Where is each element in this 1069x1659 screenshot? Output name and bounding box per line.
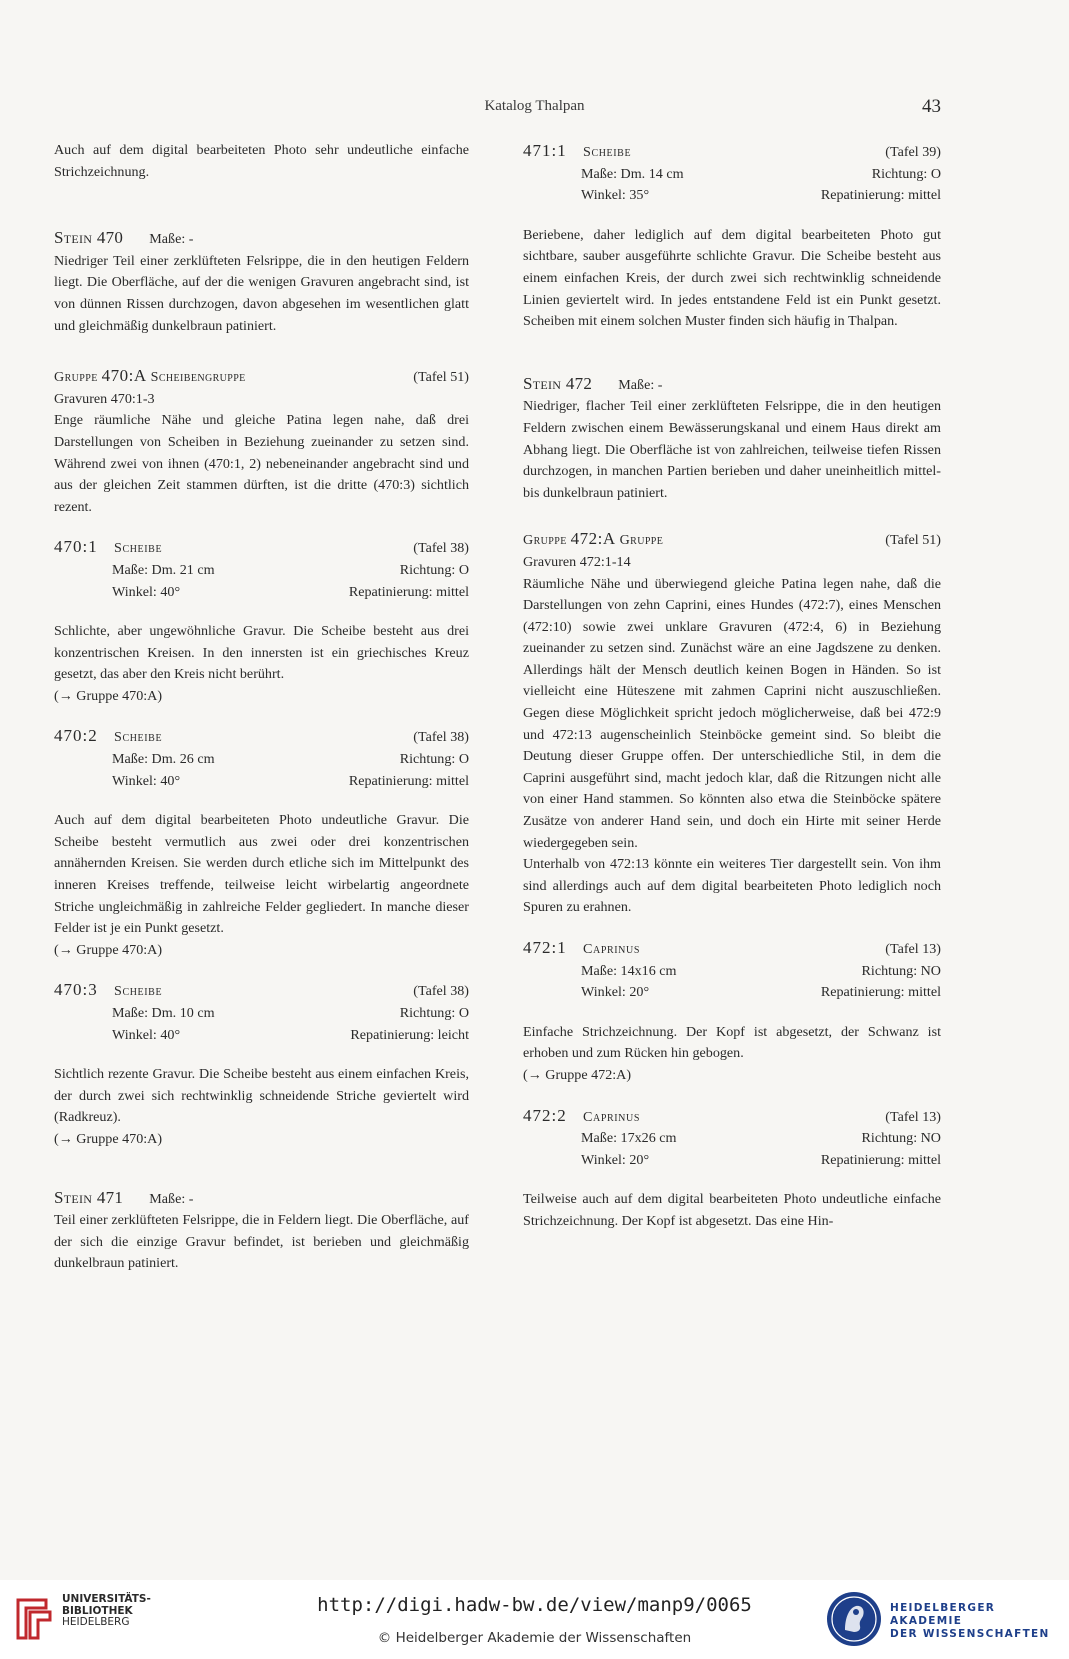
tafel-ref: (Tafel 13) bbox=[885, 941, 941, 957]
gruppe-472a-heading bbox=[523, 528, 941, 552]
masse: Maße: Dm. 26 cm bbox=[112, 751, 215, 768]
group-reference: (→ Gruppe 470:A) bbox=[54, 687, 163, 704]
gruppe-title: Gruppe 470:A Scheibengruppe bbox=[54, 366, 246, 386]
academy-seal-icon[interactable] bbox=[825, 1590, 883, 1653]
winkel: Winkel: 40° bbox=[112, 772, 181, 789]
page-number: 43 bbox=[922, 96, 941, 117]
tafel-ref: (Tafel 38) bbox=[413, 540, 469, 557]
masse: Maße: 17x26 cm bbox=[581, 1130, 677, 1147]
entry-description: Beriebene, daher lediglich auf dem digital bearbeiteten Photo gut sichtbare, sauber ausgeführte schlichte Gravur. Die Scheibe besteht aus einem einfachen Kreis, der durch zwei sich rechtwinklig schneidende Linien geviertelt wird. In jedes entstandene Feld ist ein Punkt gesetzt. Scheiben mit einem solchen Muster finden sich häufig in Thalpan. bbox=[523, 226, 941, 330]
masse: Maße: Dm. 21 cm bbox=[112, 561, 215, 578]
gruppe-description: Enge räumliche Nähe und gleiche Patina legen nahe, daß drei Darstellungen von Scheiben in Beziehung zueinander zu setzen sind. Während zwei von ihnen (470:1, 2) nebeneinander angebracht sind und aus der gleichen Zeit stammen dürften, ist die dritte (470:3) sichtlich rezent. bbox=[54, 412, 469, 515]
permalink-url[interactable]: http://digi.hadw-bw.de/view/manp9/0065 bbox=[317, 1594, 752, 1616]
entry-description: Schlichte, aber ungewöhnliche Gravur. Die Scheibe besteht aus drei konzentrischen Kreisen. In den innersten ist ein griechisches Kreuz gesetzt, das aber den Kreis nicht berührt. bbox=[54, 623, 469, 683]
entry-angle-row bbox=[54, 582, 469, 604]
entry-name: Scheibe bbox=[114, 729, 163, 746]
entry-number: 470:1 bbox=[54, 537, 98, 557]
entry-number: 471:1 bbox=[523, 141, 567, 160]
winkel: Winkel: 20° bbox=[581, 1151, 650, 1168]
right-column bbox=[523, 140, 941, 1233]
stein-description: Niedriger Teil einer zerklüfteten Felsrippe, die in den heutigen Feldern liegt. Die Oberfläche, auf der die wenigen Gravuren angebracht sind, ist von dünnen Rissen durchzogen, davon abgesehen im wesentlichen glatt und gleichmäßig dunkelbraun patiniert. bbox=[54, 252, 469, 334]
entry-measure-row bbox=[54, 749, 469, 771]
entry-472-1-heading bbox=[523, 937, 941, 961]
entry-number: 472:1 bbox=[523, 938, 567, 957]
intro-paragraph: Auch auf dem digital bearbeiteten Photo sehr undeutliche einfache Strichzeichnung. bbox=[54, 142, 469, 180]
repatinierung: Repatinierung: mittel bbox=[820, 187, 941, 204]
entry-470-2-heading bbox=[54, 725, 469, 749]
group-reference: (→ Gruppe 470:A) bbox=[54, 941, 163, 958]
entry-measure-row bbox=[523, 961, 941, 983]
left-column bbox=[54, 140, 469, 1275]
entry-description: Auch auf dem digital bearbeiteten Photo undeutliche Gravur. Die Scheibe besteht vermutlich aus zwei oder drei konzentrischen annähernden Kreisen. Sie werden durch etliche sich im Mittelpunkt des inneren Kreises treffende, teilweise leicht wirbelartig angeordnete Striche ungleichmäßig in zahlreiche Felder gegliedert. In manche dieser Felder ist je ein Punkt gesetzt. bbox=[54, 812, 469, 937]
gruppe-470a-heading bbox=[54, 365, 469, 389]
running-title: Katalog Thalpan bbox=[484, 98, 585, 114]
stein-470-heading bbox=[54, 227, 469, 251]
gruppe-description-2: Unterhalb von 472:13 könnte ein weiteres Tier dargestellt sein. Von ihm sind allerdings auch auf dem digital bearbeiteten Photo lediglich noch Spuren zu erahnen. bbox=[523, 856, 941, 916]
ub-wordmark[interactable]: UNIVERSITÄTS- BIBLIOTHEK HEIDELBERG bbox=[62, 1593, 151, 1628]
repatinierung: Repatinierung: leicht bbox=[350, 1026, 469, 1043]
repatinierung: Repatinierung: mittel bbox=[348, 583, 469, 600]
entry-description: Einfache Strichzeichnung. Der Kopf ist abgesetzt, der Schwanz ist erhoben und zum Rücken hin gebogen. bbox=[523, 1023, 941, 1062]
group-reference: (→ Gruppe 470:A) bbox=[54, 1130, 163, 1147]
entry-470-1-heading bbox=[54, 536, 469, 560]
entry-description: Sichtlich rezente Gravur. Die Scheibe besteht aus einem einfachen Kreis, der durch zwei sich rechtwinklig schneidende Striche geviertelt wird (Radkreuz). bbox=[54, 1066, 469, 1126]
stein-masse: Maße: - bbox=[149, 1190, 194, 1207]
gruppe-title: Gruppe 472:A Gruppe bbox=[523, 529, 664, 549]
stein-title: Stein 470 bbox=[54, 228, 124, 248]
entry-name: Scheibe bbox=[114, 540, 163, 557]
repatinierung: Repatinierung: mittel bbox=[348, 772, 469, 789]
stein-masse: Maße: - bbox=[149, 231, 194, 248]
entry-angle-row bbox=[523, 185, 941, 207]
gravuren-range: Gravuren 472:1-14 bbox=[523, 553, 631, 570]
stein-472-heading bbox=[523, 373, 941, 397]
entry-number: 470:2 bbox=[54, 726, 98, 746]
academy-wordmark[interactable]: HEIDELBERGER AKADEMIE DER WISSENSCHAFTEN bbox=[890, 1602, 1050, 1640]
repatinierung: Repatinierung: mittel bbox=[820, 984, 941, 1001]
tafel-ref: (Tafel 13) bbox=[885, 1108, 941, 1125]
gravuren-range: Gravuren 470:1-3 bbox=[54, 390, 155, 407]
entry-angle-row bbox=[523, 982, 941, 1004]
richtung: Richtung: NO bbox=[861, 1130, 941, 1147]
stein-description: Teil einer zerklüfteten Felsrippe, die in Feldern liegt. Die Oberfläche, auf der sich die einzige Gravur befindet, ist berieben und gleichmäßig dunkelbraun patiniert. bbox=[54, 1212, 469, 1272]
richtung: Richtung: O bbox=[871, 165, 941, 182]
entry-471-1-heading bbox=[523, 140, 941, 164]
entry-name: Caprinus bbox=[583, 941, 640, 957]
copyright-notice: © Heidelberger Akademie der Wissenschaften bbox=[377, 1630, 692, 1646]
stein-description: Niedriger, flacher Teil einer zerklüfteten Felsrippe, die in den heutigen Feldern zwischen einem Bewässerungskanal und einem Haus direkt am Abhang liegt. Die Oberfläche ist von zahlreichen, teilweise tiefen Rissen durchzogen, in manchen Partien berieben und daher uneinheitlich mittel- bis dunkelbraun patiniert. bbox=[523, 398, 941, 501]
entry-description: Teilweise auch auf dem digital bearbeiteten Photo undeutliche einfache Strichzeichnung. Der Kopf ist abgesetzt. Das eine Hin- bbox=[523, 1191, 941, 1229]
entry-number: 470:3 bbox=[54, 980, 98, 1000]
entry-470-3-heading bbox=[54, 979, 469, 1003]
winkel: Winkel: 40° bbox=[112, 583, 181, 600]
richtung: Richtung: NO bbox=[861, 962, 941, 979]
entry-measure-row bbox=[523, 164, 941, 186]
richtung: Richtung: O bbox=[399, 1005, 469, 1021]
masse: Maße: Dm. 10 cm bbox=[112, 1005, 215, 1021]
tafel-ref: (Tafel 39) bbox=[885, 144, 941, 160]
entry-name: Scheibe bbox=[114, 983, 163, 1000]
entry-angle-row bbox=[54, 1025, 469, 1047]
tafel-ref: (Tafel 51) bbox=[413, 369, 469, 386]
stein-title: Stein 471 bbox=[54, 1187, 124, 1207]
richtung: Richtung: O bbox=[399, 561, 469, 578]
entry-472-2-heading bbox=[523, 1105, 941, 1129]
gruppe-description: Räumliche Nähe und überwiegend gleiche Patina legen nahe, daß die Darstellungen von zehn Caprini, eines Hundes (472:7), eines Menschen (472:10) sowie zwei unklare Gravuren (472:4, 6) in Beziehung zueinander zu setzen sind. Zunächst wäre an eine Jagdszene zu denken. Allerdings hält der Mensch deutlich keinen Bogen in Händen. So ist vielleicht eine Hüteszene mit zahmen Caprini nicht auszuschließen. Gegen diese Möglichkeit spricht jedoch möglicherweise, daß bei 472:9 und 472:13 augenscheinlich Steinböcke gemeint sind. So bleibt die Deutung dieser Gruppe offen. Der unterschiedliche Stil, in dem die Caprini ausgeführt sind, macht jedoch klar, daß die Ritzungen nicht alle von einer Hand stammen. So könnten also etwa die Steinböcke spätere Zusätze von anderer Hand sein, und doch ein Hirte mit seiner Herde wiedergegeben sein. bbox=[523, 575, 941, 851]
masse: Maße: 14x16 cm bbox=[581, 962, 677, 979]
entry-name: Scheibe bbox=[583, 144, 632, 160]
tafel-ref: (Tafel 38) bbox=[413, 983, 469, 1000]
tafel-ref: (Tafel 38) bbox=[413, 729, 469, 746]
entry-number: 472:2 bbox=[523, 1105, 567, 1125]
winkel: Winkel: 40° bbox=[112, 1026, 181, 1043]
footer-bar bbox=[0, 1580, 1069, 1659]
repatinierung: Repatinierung: mittel bbox=[820, 1151, 941, 1168]
masse: Maße: Dm. 14 cm bbox=[581, 165, 684, 182]
winkel: Winkel: 20° bbox=[581, 984, 650, 1001]
group-reference: (→ Gruppe 472:A) bbox=[523, 1066, 632, 1083]
stein-title: Stein 472 bbox=[523, 373, 593, 393]
entry-measure-row bbox=[54, 560, 469, 582]
winkel: Winkel: 35° bbox=[581, 187, 650, 204]
entry-name: Caprinus bbox=[583, 1108, 640, 1125]
entry-measure-row bbox=[523, 1128, 941, 1150]
richtung: Richtung: O bbox=[399, 751, 469, 768]
tafel-ref: (Tafel 51) bbox=[885, 532, 941, 549]
entry-angle-row bbox=[54, 771, 469, 793]
entry-angle-row bbox=[523, 1150, 941, 1172]
entry-measure-row bbox=[54, 1003, 469, 1025]
stein-masse: Maße: - bbox=[618, 376, 663, 393]
stein-471-heading bbox=[54, 1187, 469, 1211]
